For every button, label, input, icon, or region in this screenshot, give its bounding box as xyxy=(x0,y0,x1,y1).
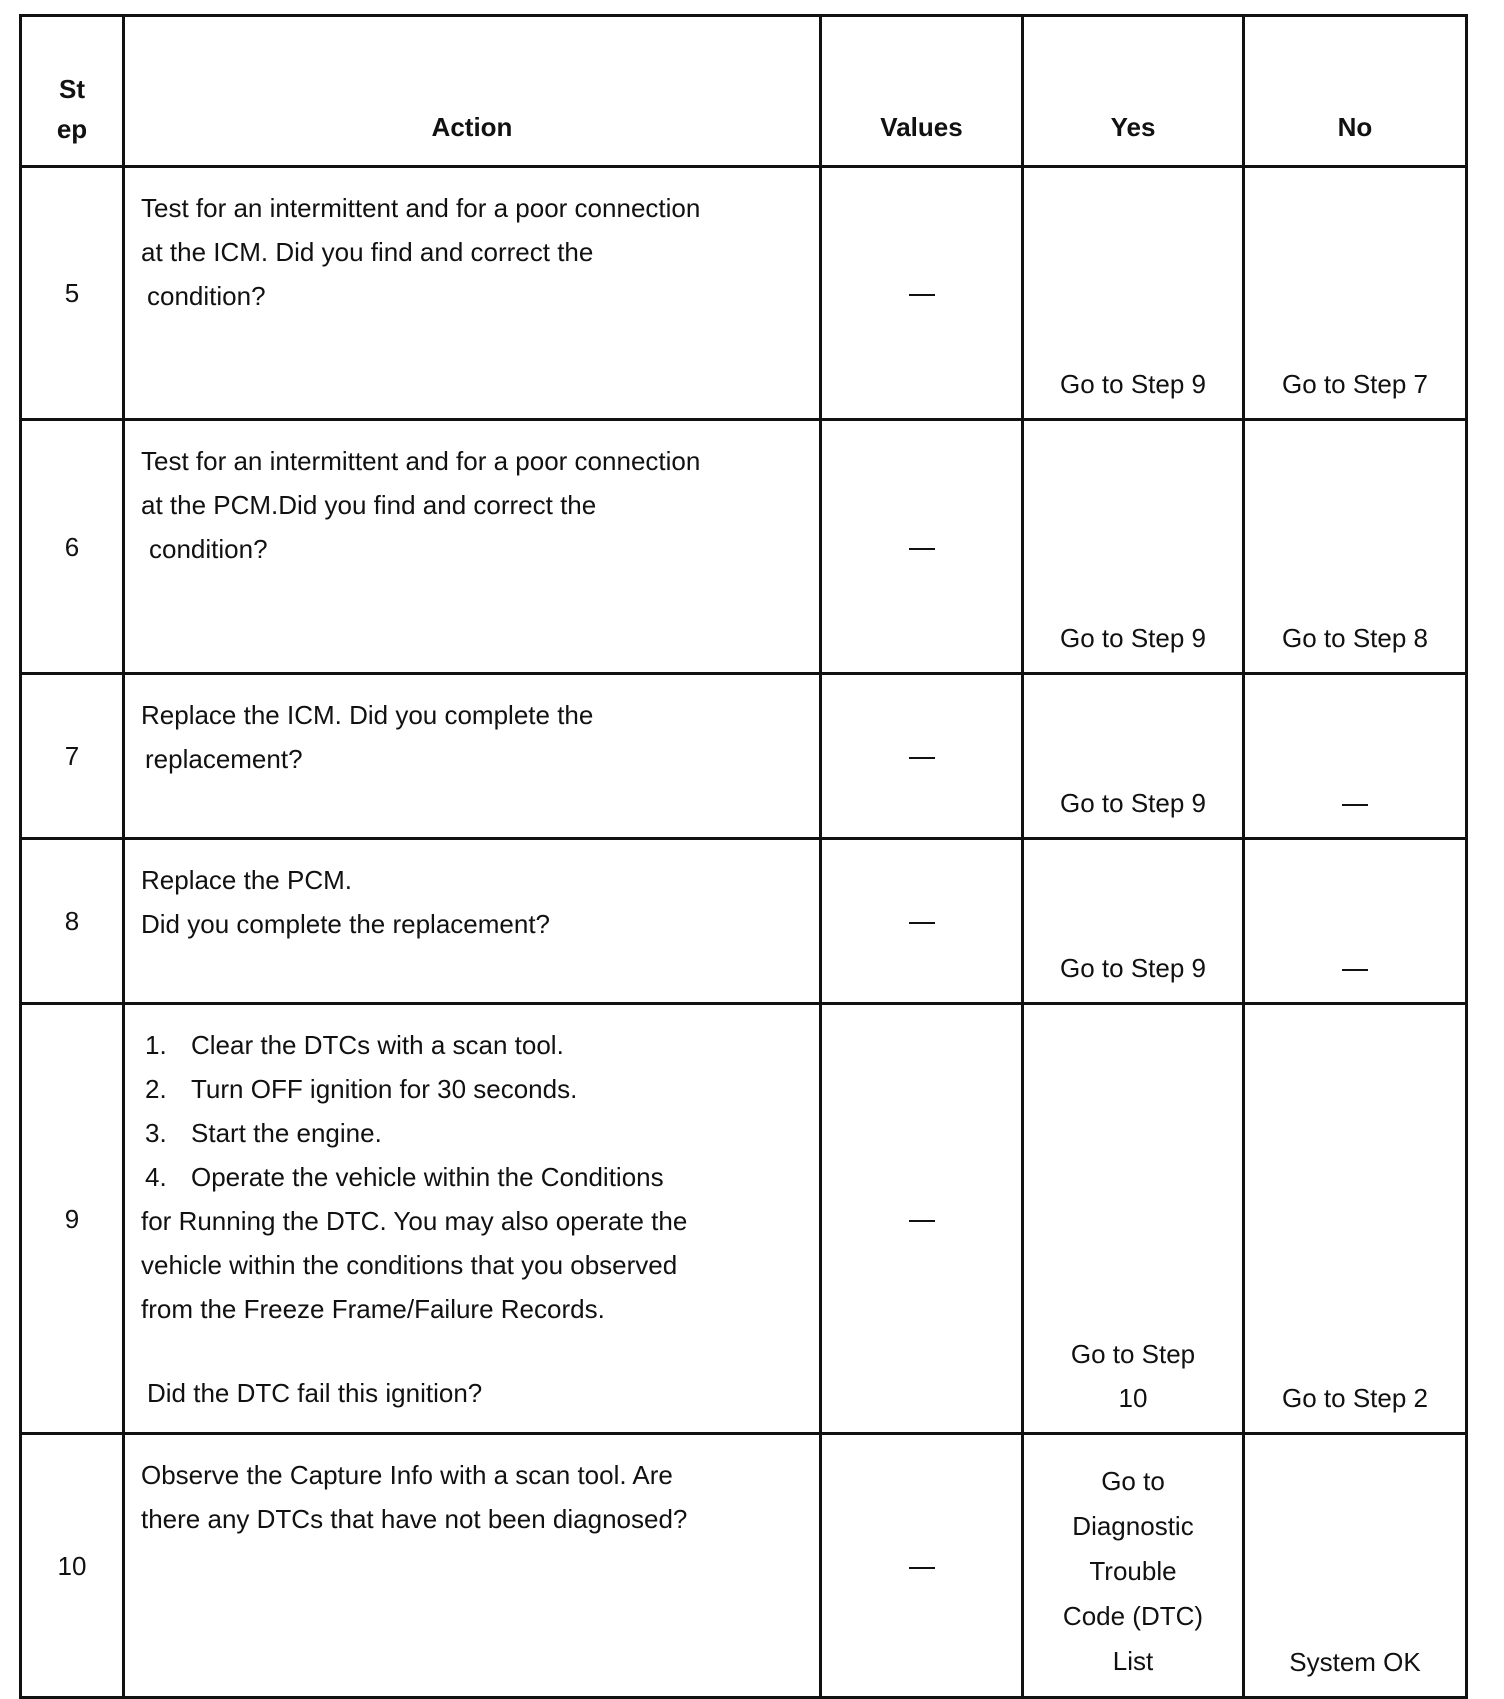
no-cell: Go to Step 7 xyxy=(1244,167,1467,420)
action-line: from the Freeze Frame/Failure Records. xyxy=(141,1294,605,1324)
values-dash xyxy=(909,757,935,759)
action-line: Test for an intermittent and for a poor connection xyxy=(141,193,701,223)
header-row xyxy=(21,16,1467,167)
action-line: there any DTCs that have not been diagnosed? xyxy=(141,1504,688,1534)
no-cell xyxy=(1244,839,1467,1004)
header-yes: Yes xyxy=(1023,16,1244,167)
action-cell xyxy=(124,1434,821,1698)
action-line: replacement? xyxy=(145,744,303,774)
step-number: 5 xyxy=(21,167,124,420)
action-line: for Running the DTC. You may also operate the xyxy=(141,1206,688,1236)
table-row xyxy=(21,420,1467,674)
yes-cell xyxy=(1023,1434,1244,1698)
yes-cell: Go to Step 9 xyxy=(1023,674,1244,839)
values-cell xyxy=(821,1434,1023,1698)
yes-cell: Go to Step 9 xyxy=(1023,167,1244,420)
header-no: No xyxy=(1244,16,1467,167)
values-cell xyxy=(821,167,1023,420)
values-cell xyxy=(821,674,1023,839)
yes-line: Go to xyxy=(1101,1466,1165,1496)
list-item: 1. Clear the DTCs with a scan tool. xyxy=(145,1030,564,1060)
list-item: 2. Turn OFF ignition for 30 seconds. xyxy=(145,1074,578,1104)
action-line: Did you complete the replacement? xyxy=(141,909,551,939)
no-cell: Go to Step 8 xyxy=(1244,420,1467,674)
action-line: Replace the PCM. xyxy=(141,865,352,895)
table-row xyxy=(21,1004,1467,1434)
yes-cell: Go to Step 9 xyxy=(1023,839,1244,1004)
list-item: 3. Start the engine. xyxy=(145,1118,382,1148)
table-row xyxy=(21,839,1467,1004)
action-cell xyxy=(124,420,821,674)
no-dash xyxy=(1342,969,1368,971)
values-cell xyxy=(821,839,1023,1004)
values-dash xyxy=(909,294,935,296)
action-line: at the ICM. Did you find and correct the xyxy=(141,237,594,267)
values-dash xyxy=(909,548,935,550)
action-question: Did the DTC fail this ignition? xyxy=(147,1378,483,1408)
yes-line: Code (DTC) xyxy=(1062,1601,1204,1631)
action-line: condition? xyxy=(149,534,268,564)
values-cell xyxy=(821,420,1023,674)
diagnostic-table xyxy=(19,14,1468,1699)
step-number: 6 xyxy=(21,420,124,674)
action-line: vehicle within the conditions that you observed xyxy=(141,1250,678,1280)
table-row xyxy=(21,1434,1467,1698)
no-dash xyxy=(1342,804,1368,806)
no-cell: Go to Step 2 xyxy=(1244,1004,1467,1434)
action-line: at the PCM.Did you find and correct the xyxy=(141,490,597,520)
table-row xyxy=(21,674,1467,839)
yes-cell xyxy=(1023,1004,1244,1434)
values-dash xyxy=(909,922,935,924)
step-number: 9 xyxy=(21,1004,124,1434)
step-number: 8 xyxy=(21,839,124,1004)
header-step-line2: ep xyxy=(56,114,88,144)
action-cell xyxy=(124,674,821,839)
no-cell: System OK xyxy=(1244,1434,1467,1698)
action-line: Test for an intermittent and for a poor connection xyxy=(141,446,701,476)
list-item: 4. Operate the vehicle within the Conditions xyxy=(145,1162,664,1192)
values-cell xyxy=(821,1004,1023,1434)
action-line: condition? xyxy=(147,281,266,311)
values-dash xyxy=(909,1220,935,1222)
header-step-line1: St xyxy=(59,74,85,104)
yes-line: Diagnostic xyxy=(1072,1511,1194,1541)
action-cell xyxy=(124,839,821,1004)
action-line: Replace the ICM. Did you complete the xyxy=(141,700,594,730)
no-cell xyxy=(1244,674,1467,839)
step-number: 10 xyxy=(21,1434,124,1698)
action-line: Observe the Capture Info with a scan tool. Are xyxy=(141,1460,673,1490)
yes-line: 10 xyxy=(1118,1383,1148,1413)
table-row xyxy=(21,167,1467,420)
header-step xyxy=(21,16,124,167)
yes-cell: Go to Step 9 xyxy=(1023,420,1244,674)
yes-line: Go to Step xyxy=(1070,1339,1196,1369)
values-dash xyxy=(909,1567,935,1569)
header-action: Action xyxy=(124,16,821,167)
action-cell xyxy=(124,1004,821,1434)
step-number: 7 xyxy=(21,674,124,839)
yes-line: Trouble xyxy=(1089,1556,1177,1586)
header-values: Values xyxy=(821,16,1023,167)
yes-line: List xyxy=(1112,1646,1154,1676)
action-cell xyxy=(124,167,821,420)
